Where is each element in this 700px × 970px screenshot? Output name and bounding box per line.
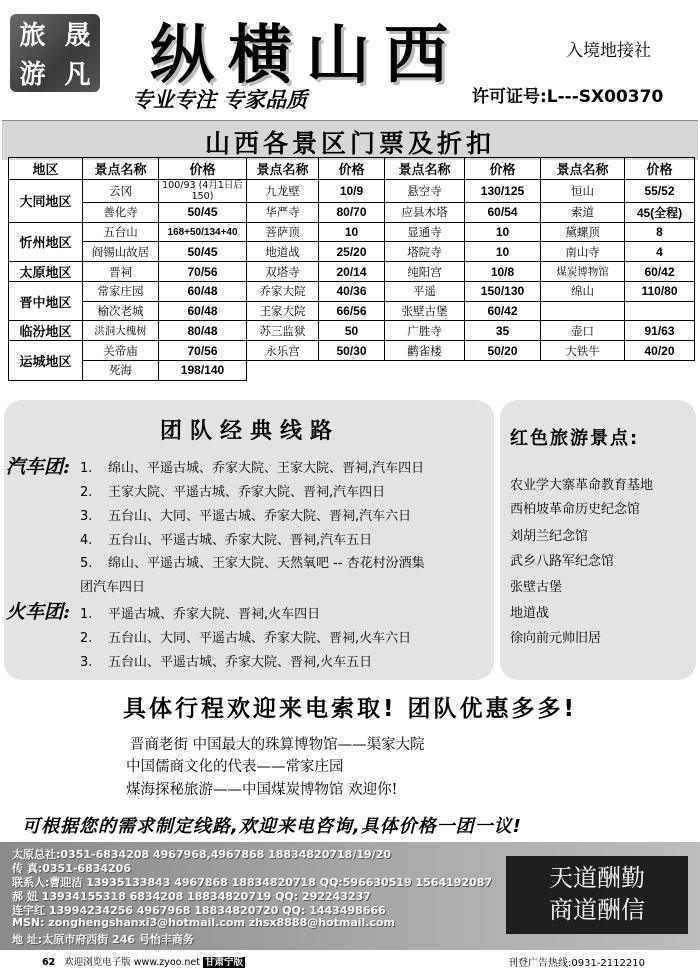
spot-cell: 榆次老城 xyxy=(83,301,159,321)
price-cell: 80/48 xyxy=(159,321,247,341)
header-cell: 地区 xyxy=(9,158,83,180)
region-cell: 晋中地区 xyxy=(9,282,83,321)
spot-cell: 阎锡山故居 xyxy=(83,242,159,262)
spot-cell: 鹳雀楼 xyxy=(385,341,465,361)
price-cell: 40/20 xyxy=(625,341,695,361)
region-cell: 临汾地区 xyxy=(9,321,83,341)
bus-route-5-continued: 团汽车四日 xyxy=(80,580,146,595)
route-text: 五台山、大同、平遥古城、乔家大院、晋祠,汽车六日 xyxy=(108,509,412,524)
custom-route-note: 可根据您的需求制定线路,欢迎来电咨询,具体价格一团一议! xyxy=(22,816,522,837)
price-cell: 70/56 xyxy=(159,341,247,361)
price-cell: 100/93 (4月1日后150) xyxy=(159,180,247,203)
spot-cell: 九龙壁 xyxy=(247,180,319,203)
price-cell: 45(全程) xyxy=(625,203,695,223)
price-cell: 150/130 xyxy=(465,282,541,302)
spot-cell: 大铁牛 xyxy=(541,341,625,361)
train-route-3 xyxy=(80,651,372,670)
footer-left xyxy=(42,954,245,968)
empty-cell xyxy=(319,361,385,381)
contact-msn: MSN: zonghengshanxi3@hotmail.com zhsx8888@hotmail.com xyxy=(12,916,396,929)
price-cell: 10 xyxy=(465,242,541,262)
price-cell: 35 xyxy=(465,321,541,341)
contact-person-1: 联系人:曹迎洁 13935133843 4967868 18834820718 QQ:596630519 1564192087 xyxy=(12,876,493,889)
table-row xyxy=(9,341,695,361)
logo-char-2: 晟 xyxy=(64,21,91,51)
ticket-price-table xyxy=(8,157,695,381)
spot-cell: 双塔寺 xyxy=(247,262,319,282)
route-number: 2. xyxy=(80,631,93,646)
promo-headline: 具体行程欢迎来电索取! 团队优惠多多! xyxy=(123,696,577,722)
price-cell: 110/80 xyxy=(625,282,695,302)
contact-person-2: 郝 妞 13934155318 6834208 18834820719 QQ: 292243237 xyxy=(12,890,371,903)
spot-cell: 王家大院 xyxy=(247,301,319,321)
spot-cell: 悬空寺 xyxy=(385,180,465,203)
bus-route-1 xyxy=(80,457,424,476)
logo-char-4: 凡 xyxy=(64,60,91,90)
spot-cell: 华严寺 xyxy=(247,203,319,223)
price-cell: 60/42 xyxy=(465,301,541,321)
train-route-2 xyxy=(80,627,411,646)
promo-line-1: 晋商老街 中国最大的珠算博物馆——渠家大院 xyxy=(130,737,425,753)
spot-cell: 永乐宫 xyxy=(247,341,319,361)
price-cell: 10/9 xyxy=(319,180,385,203)
spot-cell: 南山寺 xyxy=(541,242,625,262)
region-cell: 忻州地区 xyxy=(9,222,83,261)
spot-cell: 地道战 xyxy=(247,242,319,262)
table-row xyxy=(9,321,695,341)
route-text: 绵山、平遥古城、王家大院、天然氧吧 -- 杏花村汾酒集 xyxy=(108,556,425,571)
price-cell: 50/30 xyxy=(319,341,385,361)
header-cell: 景点名称 xyxy=(247,158,319,180)
footer-brand: 甘肃宁版 xyxy=(204,957,243,968)
price-cell: 60/54 xyxy=(465,203,541,223)
red-tourism-item: 武乡八路军纪念馆 xyxy=(510,554,615,569)
table-row xyxy=(9,301,695,321)
table-row xyxy=(9,262,695,282)
spot-cell: 苏三监狱 xyxy=(247,321,319,341)
red-tourism-item: 刘胡兰纪念馆 xyxy=(510,529,589,544)
page-title: 纵横山西 xyxy=(150,18,462,93)
spot-cell: 恒山 xyxy=(541,180,625,203)
spot-cell: 壶口 xyxy=(541,321,625,341)
price-cell: 10 xyxy=(319,222,385,242)
empty-cell xyxy=(625,361,695,381)
spot-cell: 菩萨顶 xyxy=(247,222,319,242)
price-cell: 60/48 xyxy=(159,282,247,302)
table-row xyxy=(9,180,695,203)
route-number: 4. xyxy=(80,533,93,548)
bus-route-3 xyxy=(80,505,411,524)
route-number: 1. xyxy=(80,461,93,476)
route-number: 3. xyxy=(80,509,93,524)
table-row xyxy=(9,203,695,223)
price-cell: 20/14 xyxy=(319,262,385,282)
region-cell: 太原地区 xyxy=(9,262,83,282)
price-cell: 55/52 xyxy=(625,180,695,203)
spot-cell: 黛螺顶 xyxy=(541,222,625,242)
spot-cell: 张壁古堡 xyxy=(385,301,465,321)
red-tourism-item: 徐向前元帅旧居 xyxy=(510,631,602,646)
red-tourism-item: 农业学大寨革命教育基地 xyxy=(510,478,654,493)
spot-cell: 塔院寺 xyxy=(385,242,465,262)
spot-cell: 关帝庙 xyxy=(83,341,159,361)
calligraphy-plaque xyxy=(506,856,688,934)
table-row xyxy=(9,242,695,262)
price-cell: 50/45 xyxy=(159,203,247,223)
routes-title: 团队经典线路 xyxy=(159,419,340,444)
route-text: 五台山、平遥古城、乔家大院、晋祠,火车五日 xyxy=(108,655,373,670)
price-cell: 4 xyxy=(625,242,695,262)
header-cell: 价格 xyxy=(159,158,247,180)
price-cell: 10 xyxy=(465,222,541,242)
price-cell xyxy=(625,301,695,321)
header-cell: 景点名称 xyxy=(385,158,465,180)
contact-address: 地 址:太原市府西街 246 号怡丰商务 xyxy=(12,933,194,946)
red-tourism-item: 地道战 xyxy=(510,606,550,621)
header-cell: 景点名称 xyxy=(541,158,625,180)
spot-cell: 善化寺 xyxy=(83,203,159,223)
inbound-agency-label: 入境地接社 xyxy=(566,41,651,61)
price-cell: 50 xyxy=(319,321,385,341)
price-cell: 10/8 xyxy=(465,262,541,282)
empty-cell xyxy=(465,361,541,381)
promo-line-3: 煤海探秘旅游——中国煤炭博物馆 欢迎你! xyxy=(126,782,398,798)
price-cell: 80/70 xyxy=(319,203,385,223)
spot-cell: 平遥 xyxy=(385,282,465,302)
route-text: 五台山、平遥古城、乔家大院、晋祠,汽车五日 xyxy=(108,533,373,548)
price-cell: 60/48 xyxy=(159,301,247,321)
price-cell: 50/45 xyxy=(159,242,247,262)
spot-cell: 常家庄园 xyxy=(83,282,159,302)
price-cell: 198/140 xyxy=(159,361,247,381)
price-cell: 70/56 xyxy=(159,262,247,282)
table-row xyxy=(9,282,695,302)
header-cell: 价格 xyxy=(625,158,695,180)
bus-route-2 xyxy=(80,481,385,500)
spot-cell: 死海 xyxy=(83,361,159,381)
red-tourism-item: 西柏坡革命历史纪念馆 xyxy=(510,502,641,517)
route-number: 2. xyxy=(80,485,93,500)
route-text: 王家大院、平遥古城、乔家大院、晋祠,汽车四日 xyxy=(108,485,386,500)
spot-cell: 云冈 xyxy=(83,180,159,203)
agency-logo xyxy=(10,14,100,92)
header-cell: 价格 xyxy=(319,158,385,180)
license-number: 许可证号:L---SX00370 xyxy=(472,87,664,107)
train-route-1 xyxy=(80,603,320,622)
logo-char-1: 旅 xyxy=(19,21,46,51)
slogan: 专业专注 专家品质 xyxy=(132,87,308,112)
spot-cell: 洪洞大槐树 xyxy=(83,321,159,341)
bus-tour-label: 汽车团: xyxy=(6,456,71,478)
contact-person-3: 连宇红 13994234256 4967968 18834820720 QQ: 1443498666 xyxy=(12,904,386,917)
price-cell: 40/36 xyxy=(319,282,385,302)
empty-cell xyxy=(385,361,465,381)
table-row xyxy=(9,361,695,381)
empty-cell xyxy=(541,361,625,381)
table-header-row xyxy=(9,158,695,180)
price-cell: 91/63 xyxy=(625,321,695,341)
spot-cell: 乔家大院 xyxy=(247,282,319,302)
train-tour-label: 火车团: xyxy=(6,601,71,623)
price-cell: 25/20 xyxy=(319,242,385,262)
price-cell: 8 xyxy=(625,222,695,242)
logo-char-3: 游 xyxy=(19,60,46,90)
red-tourism-title: 红色旅游景点: xyxy=(510,428,640,449)
header-cell: 景点名称 xyxy=(83,158,159,180)
route-number: 5. xyxy=(80,556,93,571)
price-cell: 66/56 xyxy=(319,301,385,321)
route-number: 3. xyxy=(80,655,93,670)
spot-cell: 五台山 xyxy=(83,222,159,242)
route-text: 平遥古城、乔家大院、晋祠,火车四日 xyxy=(108,607,321,622)
spot-cell: 绵山 xyxy=(541,282,625,302)
calligraphy-line-2: 商道酬信 xyxy=(549,896,645,924)
price-cell: 130/125 xyxy=(465,180,541,203)
spot-cell: 晋祠 xyxy=(83,262,159,282)
ad-hotline: 刊登广告热线:0931-2112210 xyxy=(508,958,645,969)
footer-website-text: 欢迎浏览电子版 www.zyoo.net xyxy=(64,957,200,968)
promo-line-2: 中国儒商文化的代表——常家庄园 xyxy=(126,759,344,775)
empty-cell xyxy=(247,361,319,381)
price-cell: 60/42 xyxy=(625,262,695,282)
spot-cell: 应县木塔 xyxy=(385,203,465,223)
route-number: 1. xyxy=(80,607,93,622)
bus-route-5 xyxy=(80,552,425,571)
price-cell: 50/20 xyxy=(465,341,541,361)
spot-cell: 煤炭博物馆 xyxy=(541,262,625,282)
spot-cell: 显通寺 xyxy=(385,222,465,242)
page-number: 62 xyxy=(42,957,56,968)
route-text: 五台山、大同、平遥古城、乔家大院、晋祠,火车六日 xyxy=(108,631,412,646)
contact-fax: 传 真:0351-6834206 xyxy=(12,862,131,875)
spot-cell: 纯阳宫 xyxy=(385,262,465,282)
calligraphy-line-1: 天道酬勤 xyxy=(549,864,645,892)
bus-route-4 xyxy=(80,529,372,548)
spot-cell xyxy=(541,301,625,321)
region-cell: 运城地区 xyxy=(9,341,83,380)
contact-head-office: 太原总社:0351-6834208 4967968,4967868 18834820718/19/20 xyxy=(12,848,391,861)
spot-cell: 广胜寺 xyxy=(385,321,465,341)
route-text: 绵山、平遥古城、乔家大院、王家大院、晋祠,汽车四日 xyxy=(108,461,425,476)
price-cell: 168+50/134+40 xyxy=(159,222,247,242)
spot-cell: 索道 xyxy=(541,203,625,223)
table-row xyxy=(9,222,695,242)
ticket-section-title: 山西各景区门票及折扣 xyxy=(204,129,495,158)
header-cell: 价格 xyxy=(465,158,541,180)
red-tourism-item: 张壁古堡 xyxy=(510,580,563,595)
region-cell: 大同地区 xyxy=(9,180,83,223)
